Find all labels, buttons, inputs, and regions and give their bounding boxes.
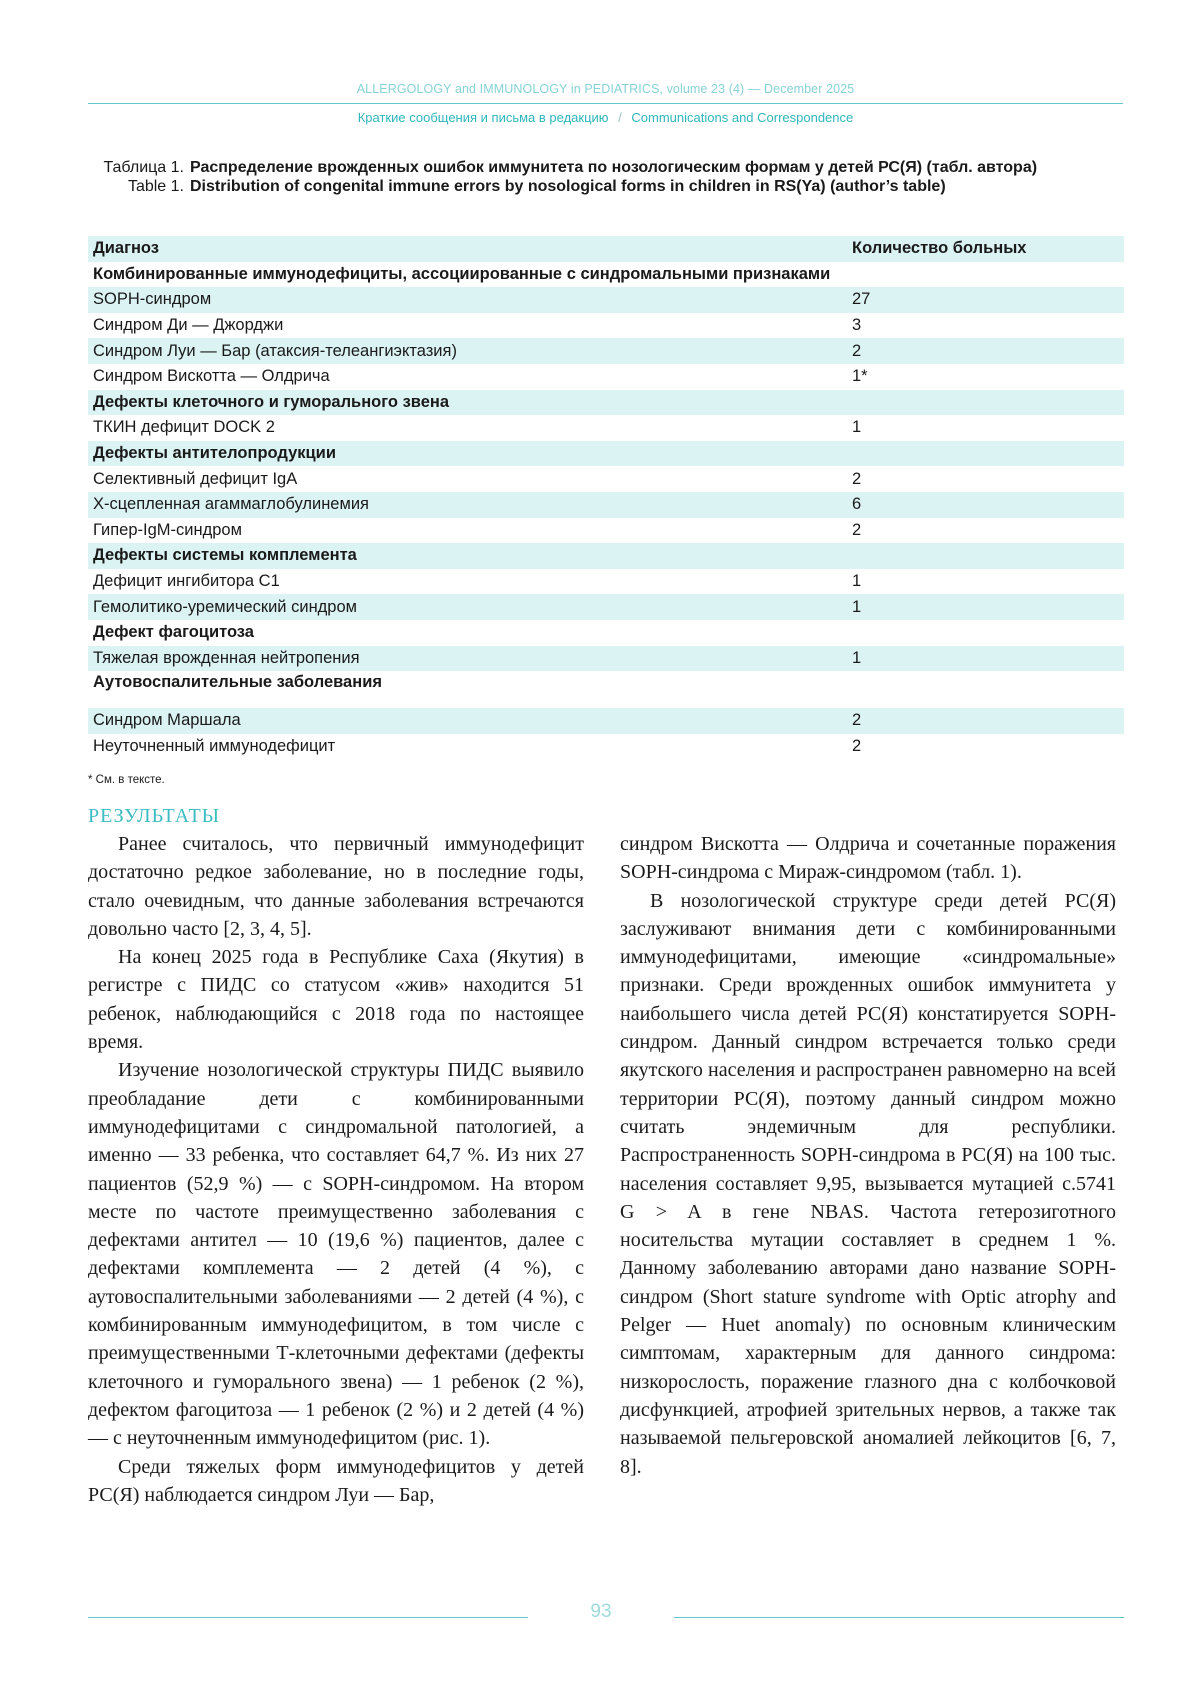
- page-number: 93: [590, 1601, 612, 1622]
- row-count: [847, 441, 1124, 467]
- row-diagnosis: Дефицит ингибитора С1: [93, 572, 280, 591]
- section-separator: /: [618, 110, 622, 125]
- right-column: [620, 830, 1116, 1481]
- row-count: 1*: [852, 367, 868, 386]
- paragraph: Изучение нозологической структуры ПИДС выявило преобладание дети с комбинированными иммунодефицитами с синдромальной патологией, а именно — 33 ребенка, что составляет 64,7 %. Из них 27 пациентов (52,9 %) — с SOPH-синдромом. На втором месте по частоте преимущественно заболевания с дефектами антител — 10 (19,6 %) пациентов, далее с дефектами комплемента — 2 детей (4 %), с аутовоспалительными заболеваниями — 2 детей (4 %), с комбинированным иммунодефицитом, в том числе с преимущественными Т-клеточными дефектами (дефекты клеточного и гуморального звена) — 1 ребенок (2 %), дефектом фагоцитоза — 1 ребенок (2 %) и 2 детей (4 %) — с неуточненным иммунодефицитом (рис. 1).: [88, 1059, 584, 1450]
- table-group-row: [88, 262, 1124, 288]
- paragraph: На конец 2025 года в Республике Саха (Якутия) в регистре с ПИДС со статусом «жив» находится 51 ребенок, наблюдающийся с 2018 года по настоящее время.: [88, 946, 584, 1054]
- paragraph: Среди тяжелых форм иммунодефицитов у детей РС(Я) наблюдается синдром Луи — Бар,: [88, 1455, 584, 1506]
- row-count: 1: [852, 418, 862, 437]
- row-count: 2: [852, 736, 862, 755]
- table-row: [88, 594, 1124, 620]
- table-footnote: * См. в тексте.: [88, 774, 165, 786]
- table-caption: [88, 158, 1128, 196]
- row-diagnosis: Дефекты клеточного и гуморального звена: [88, 390, 847, 416]
- footer-rule-right: [674, 1617, 1124, 1618]
- row-diagnosis: Дефекты системы комплемента: [88, 543, 847, 569]
- header-diagnosis: Диагноз: [88, 236, 847, 262]
- row-diagnosis: Тяжелая врожденная нейтропения: [88, 646, 847, 672]
- row-count: 1: [852, 572, 862, 591]
- row-diagnosis: Гипер-IgM-синдром: [93, 520, 242, 539]
- row-count: [847, 262, 1124, 288]
- row-count: 2: [847, 708, 1124, 734]
- section-ru: Краткие сообщения и письма в редакцию: [357, 110, 609, 125]
- table-row: [88, 466, 1124, 492]
- row-diagnosis: SOPH-синдром: [88, 287, 847, 313]
- header-count: Количество больных: [847, 236, 1124, 262]
- table-header-row: [88, 236, 1124, 262]
- table-group-row: [88, 441, 1124, 467]
- row-diagnosis: Синдром Ди — Джорджи: [93, 316, 284, 335]
- table-row: [88, 646, 1124, 672]
- row-diagnosis: ТКИН дефицит DOCK 2: [93, 418, 275, 437]
- row-count: [847, 390, 1124, 416]
- row-count: [847, 620, 1124, 646]
- paragraph: Ранее считалось, что первичный иммунодефицит достаточно редкое заболевание, но в последние годы, стало очевидным, что данные заболевания встречаются довольно часто [2, 3, 4, 5].: [88, 833, 584, 940]
- table-group-row: [88, 620, 1124, 646]
- row-diagnosis: Дефект фагоцитоза: [93, 623, 254, 642]
- row-count: 3: [852, 316, 862, 335]
- row-count: 2: [852, 469, 862, 488]
- row-diagnosis: Х-сцепленная агаммаглобулинемия: [88, 492, 847, 518]
- row-count: 2: [852, 520, 862, 539]
- row-count: 2: [847, 338, 1124, 364]
- table-group-row: [88, 390, 1124, 416]
- header-rule: [88, 103, 1123, 104]
- table-row: [88, 569, 1124, 595]
- caption-ru-label: Таблица 1.: [103, 159, 184, 176]
- row-diagnosis: Комбинированные иммунодефициты, ассоциированные с синдромальными признаками: [93, 264, 831, 283]
- row-count: 1: [847, 646, 1124, 672]
- row-count: 6: [847, 492, 1124, 518]
- table-row: [88, 415, 1124, 441]
- row-diagnosis: Аутовоспалительные заболевания: [93, 673, 382, 692]
- row-diagnosis: Гемолитико-уремический синдром: [88, 594, 847, 620]
- footer-rule-left: [88, 1617, 528, 1618]
- table-row: [88, 734, 1124, 760]
- section-header: [88, 110, 1123, 125]
- table-row: [88, 338, 1124, 364]
- table-row: [88, 313, 1124, 339]
- table-row: [88, 287, 1124, 313]
- running-head: ALLERGOLOGY and IMMUNOLOGY in PEDIATRICS, volume 23 (4) — December 2025: [356, 82, 855, 96]
- table-row: [88, 364, 1124, 390]
- section-heading: РЕЗУЛЬТАТЫ: [88, 805, 221, 827]
- caption-en-title: Distribution of congenital immune errors by nosological forms in children in RS(Ya) (author’s table): [190, 178, 946, 195]
- table-row: [88, 492, 1124, 518]
- row-count: [847, 671, 1124, 708]
- row-count: 27: [847, 287, 1124, 313]
- row-diagnosis: Синдром Луи — Бар (атаксия-телеангиэктазия): [88, 338, 847, 364]
- table-group-row: [88, 671, 1124, 708]
- row-count: 1: [847, 594, 1124, 620]
- row-diagnosis: Синдром Вискотта — Олдрича: [93, 367, 330, 386]
- nosology-table: [88, 236, 1124, 759]
- row-diagnosis: Синдром Маршала: [88, 708, 847, 734]
- row-diagnosis: Неуточненный иммунодефицит: [93, 736, 336, 755]
- table-row: [88, 708, 1124, 734]
- left-column: [88, 805, 584, 1509]
- table-group-row: [88, 543, 1124, 569]
- row-diagnosis: Дефекты антителопродукции: [88, 441, 847, 467]
- section-en: Communications and Correspondence: [631, 110, 854, 125]
- caption-en-label: Table 1.: [127, 178, 184, 195]
- caption-ru-title: Распределение врожденных ошибок иммунитета по нозологическим формам у детей РС(Я) (табл. автора): [190, 159, 1038, 176]
- table-row: [88, 518, 1124, 544]
- row-diagnosis: Селективный дефицит IgA: [93, 469, 298, 488]
- paragraph-continued: синдром Вискотта — Олдрича и сочетанные поражения SOPH-синдрома с Мираж-синдромом (табл. 1).: [620, 833, 1116, 884]
- row-count: [847, 543, 1124, 569]
- paragraph: В нозологической структуре среди детей РС(Я) заслуживают внимания дети с комбинированными иммунодефицитами, имеющие «синдромальные» признаки. Среди врожденных ошибок иммунитета у наибольшего числа детей РС(Я) констатируется SOPH-синдром. Данный синдром встречается только среди якутского населения и распространен равномерно на всей территории РС(Я), поэтому данный синдром можно считать эндемичным для республики. Распространенность SOPH-синдрома в РС(Я) на 100 тыс. населения составляет 9,95, вызывается мутацией с.5741 G > A в гене NBAS. Частота гетерозиготного носительства мутации составляет в среднем 1 %. Данному заболеванию авторами дано название SOPH-синдром (Short stature syndrome with Optic atrophy and Pelger — Huet anomaly) по основным клиническим симптомам, характерным для данного синдрома: низкорослость, поражение глазного дна с колбочковой дисфункцией, атрофией зрительных нервов, а также так называемой пельгеровской аномалией лейкоцитов [6, 7, 8].: [620, 889, 1116, 1478]
